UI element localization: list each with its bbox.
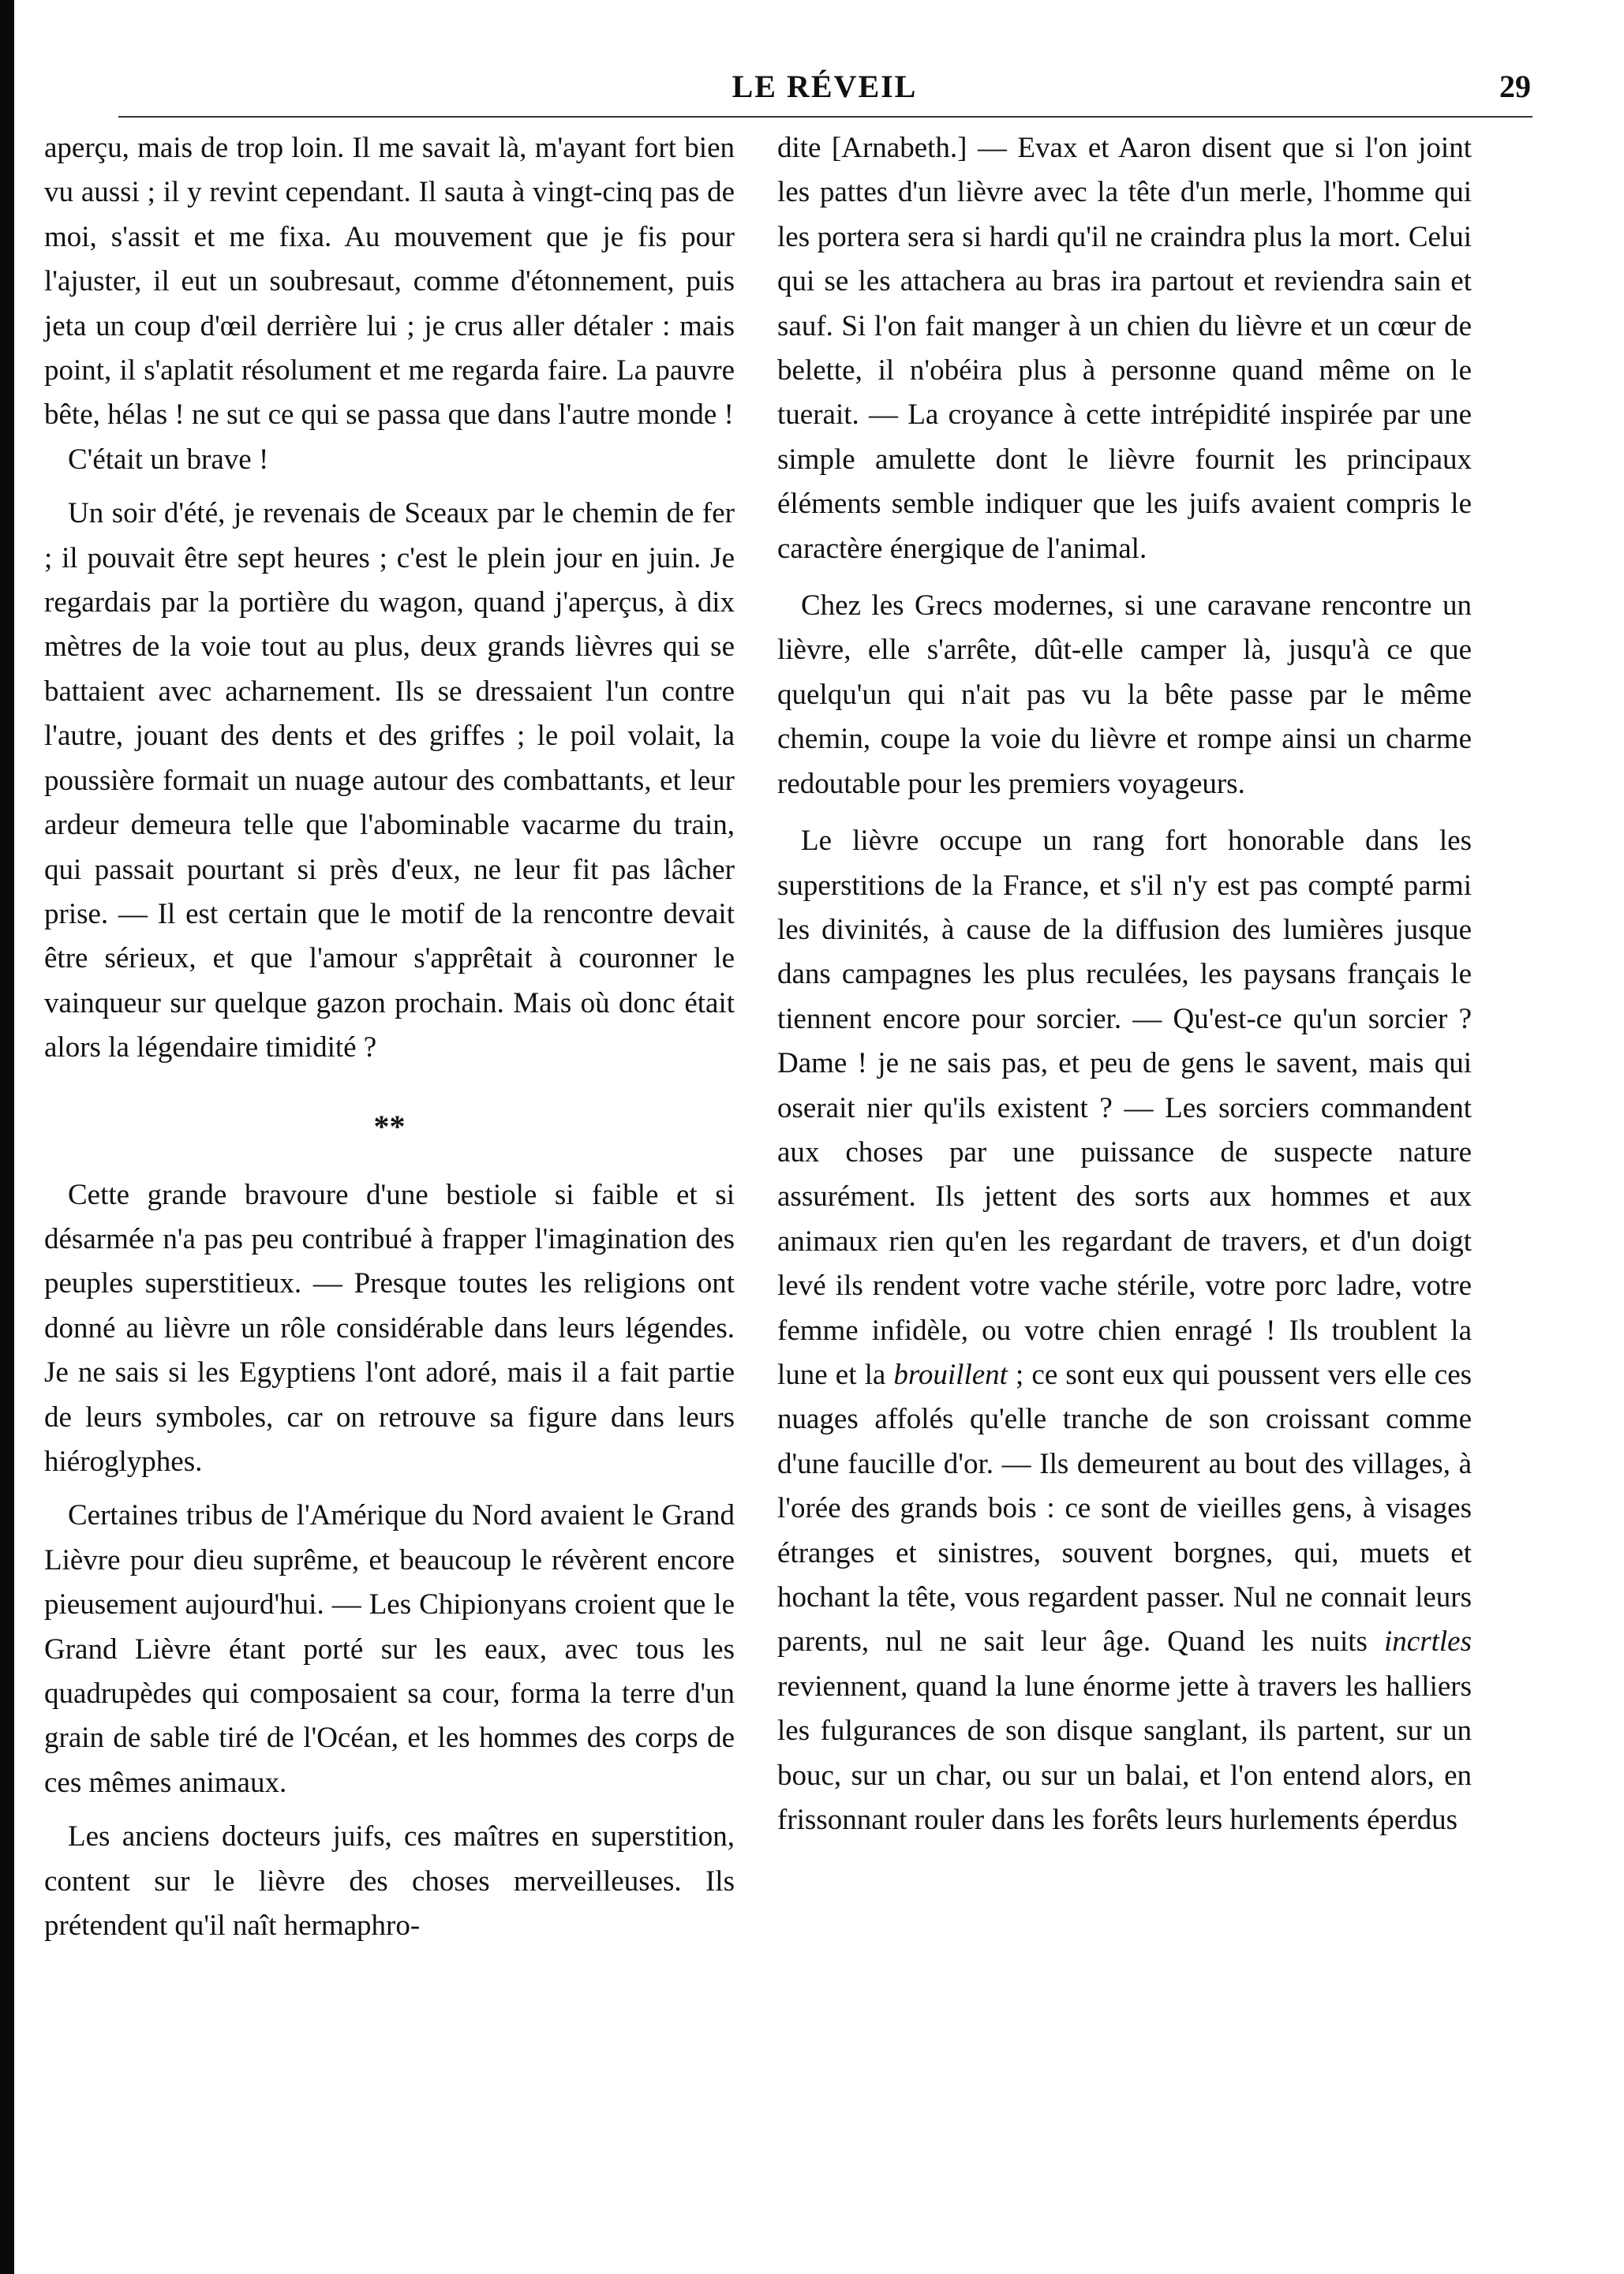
paragraph: Chez les Grecs modernes, si une caravane rencontre un lièvre, elle s'arrête, dût-elle camper là, jusqu'à ce que quelqu'un qui n'ait pas vu la bête passe par le même chemin, coupe la voie du lièvre et rompe ainsi un charme redoutable pour les premiers voyageurs.	[777, 589, 1472, 800]
paragraph-text: reviennent, quand la lune énorme jette à travers les halliers les fulgurances de son disque sanglant, ils partent, sur un bouc, sur un char, ou sur un balai, et l'on entend alors, en frissonnant rouler dans les forêts leurs hurlements éperdus	[777, 1670, 1472, 1837]
header-rule	[118, 116, 1532, 118]
paragraph: Cette grande bravoure d'une bestiole si faible et si désarmée n'a pas peu contribué à frapper l'imagination des peuples superstitieux. — Presque toutes les religions ont donné au lièvre un rôle considérable dans leurs légendes. Je ne sais si les Egyptiens l'ont adoré, mais il a fait partie de leurs symboles, car on retrouve sa figure dans leurs hiéroglyphes.	[44, 1178, 735, 1478]
running-header	[118, 68, 1531, 107]
paragraph: aperçu, mais de trop loin. Il me savait là, m'ayant fort bien vu aussi ; il y revint cependant. Il sauta à vingt-cinq pas de moi, s'assit et me fixa. Au mouvement que je fis pour l'ajuster, il eut un soubresaut, comme d'étonnement, puis jeta un coup d'œil derrière lui ; je crus aller détaler : mais point, il s'aplatit résolument et me regarda faire. La pauvre bête, hélas ! ne sut ce qui se passa que dans l'autre monde !	[44, 132, 735, 432]
italic-word: brouillent	[893, 1358, 1008, 1391]
italic-word: incrtles	[1384, 1625, 1472, 1659]
paragraph: Les anciens docteurs juifs, ces maîtres en superstition, content sur le lièvre des choses merveilleuses. Ils prétendent qu'il naît hermaphro-	[44, 1820, 735, 1943]
paragraph: Un soir d'été, je revenais de Sceaux par le chemin de fer ; il pouvait être sept heures ; c'est le plein jour en juin. Je regardais par la portière du wagon, quand j'aperçus, à dix mètres de la voie tout au plus, deux grands lièvres qui se battaient avec acharnement. Ils se dressaient l'un contre l'autre, jouant des dents et des griffes ; le poil volait, la poussière formait un nuage autour des combattants, et leur ardeur demeura telle que l'abominable vacarme du train, qui passait pourtant si près d'eux, ne leur fit pas lâcher prise. — Il est certain que le motif de la rencontre devait être sérieux, et que l'amour s'apprêtait à couronner le vainqueur sur quelque gazon prochain. Mais où donc était alors la légendaire timidité ?	[44, 497, 735, 1064]
paragraph-text: ; ce sont eux qui poussent vers elle ces nuages affolés qu'elle tranche de son croissant comme d'une faucille d'or. — Ils demeurent au bout des villages, à l'orée des grands bois : ce sont de vieilles gens, à visages étranges et sinistres, souvent borgnes, qui, muets et hochant la tête, vous regardent passer. Nul ne connait leurs parents, nul ne sait leur âge. Quand les nuits	[777, 1358, 1472, 1659]
paragraph-text: Le lièvre occupe un rang fort honorable dans les superstitions de la France, et s'il n'y est pas compté parmi les divinités, à cause de la diffusion des lumières jusque dans campagnes les plus reculées, les paysans français le tiennent encore pour sorcier. — Qu'est-ce qu'un sorcier ? Dame ! je ne sais pas, et peu de gens le savent, mais qui oserait nier qu'ils existent ? — Les sorciers commandent aux choses par une puissance de suspecte nature assurément. Ils jettent des sorts aux hommes et aux animaux rien qu'en les regardant de travers, et d'un doigt levé ils rendent votre vache stérile, votre porc ladre, votre femme infidèle, ou votre chien enragé ! Ils troublent la lune et la	[777, 825, 1472, 1391]
page-number: 29	[1499, 69, 1531, 104]
page-binding-edge	[0, 0, 14, 2274]
right-column	[777, 126, 1472, 1842]
paragraph: Certaines tribus de l'Amérique du Nord avaient le Grand Lièvre pour dieu suprême, et beaucoup le révèrent encore pieusement aujourd'hui. — Les Chipionyans croient que le Grand Lièvre étant porté sur les eaux, avec tous les quadrupèdes qui composaient sa cour, forma la terre d'un grain de sable tiré de l'Océan, et les hommes des corps de ces mêmes animaux.	[44, 1499, 735, 1799]
paragraph: dite [Arnabeth.] — Evax et Aaron disent que si l'on joint les pattes d'un lièvre avec la tête d'un merle, l'homme qui les portera sera si hardi qu'il ne craindra plus la mort. Celui qui se les attachera au bras ira partout et reviendra sain et sauf. Si l'on fait manger à un chien du lièvre et un cœur de belette, il n'obéira plus à personne quand même on le tuerait. — La croyance à cette intrépidité inspirée par une simple amulette dont le lièvre fournit les principaux éléments semble indiquer que les juifs avaient compris le caractère énergique de l'animal.	[777, 132, 1472, 565]
paragraph	[777, 819, 1472, 1842]
left-column	[44, 126, 735, 1948]
running-title: LE RÉVEIL	[732, 69, 918, 104]
section-asterism: **	[373, 1108, 406, 1144]
paragraph: C'était un brave !	[68, 443, 269, 476]
